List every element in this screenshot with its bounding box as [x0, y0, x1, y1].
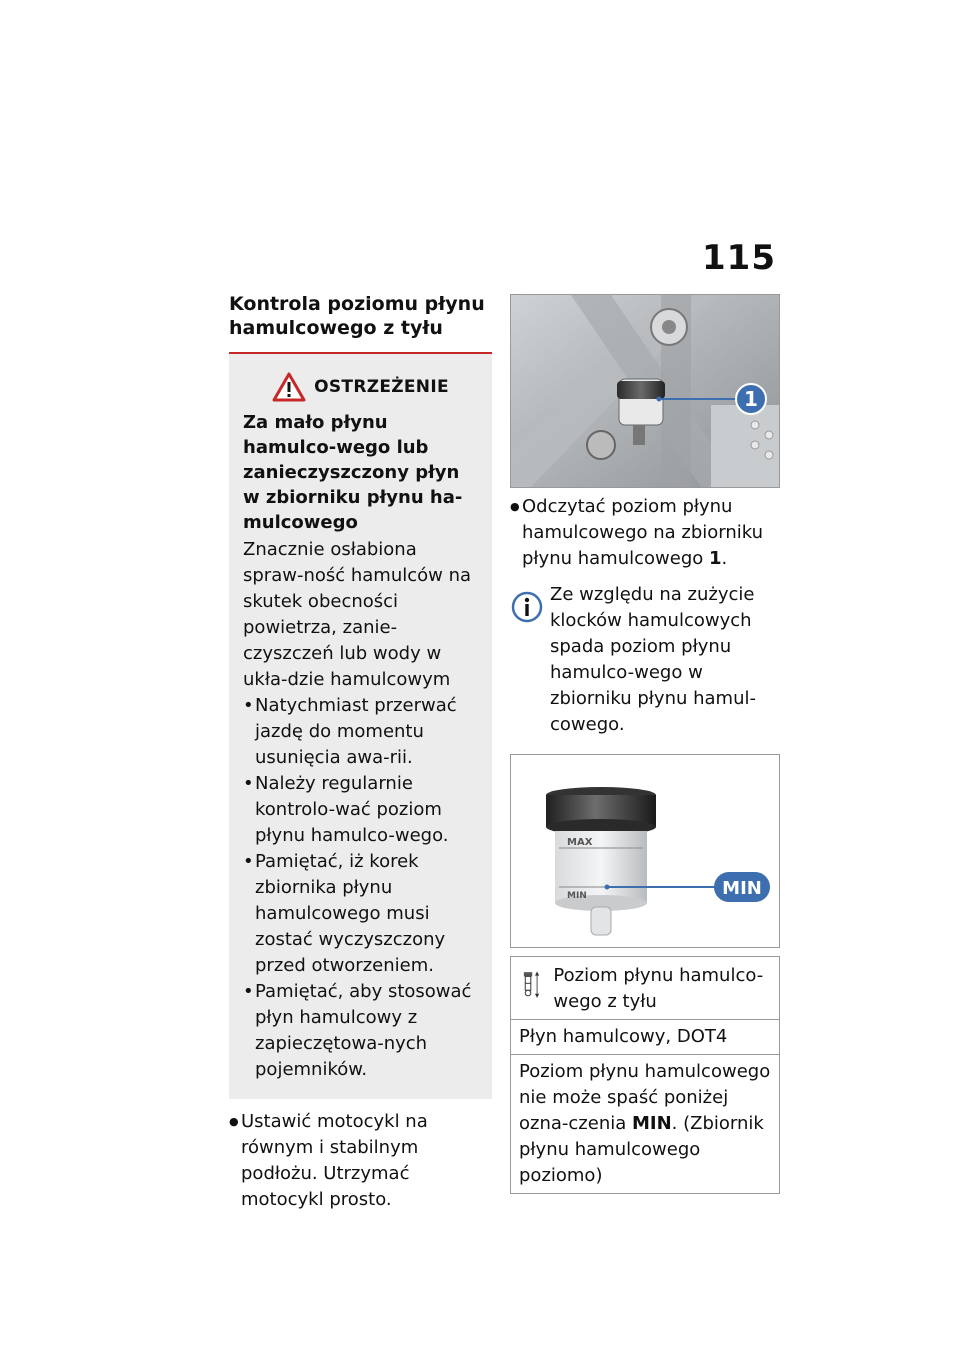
step-position-motorcycle: ● Ustawić motocykl na równym i stabilnym podłożu. Utrzymać motocykl prosto.	[229, 1109, 492, 1213]
max-label: MAX	[567, 837, 593, 848]
warning-title: Za mało płynu hamulco-wego lub zanieczyszczony płyn w zbiorniku płynu ha-mulcowego	[243, 412, 463, 533]
warning-body: Znacznie osłabiona spraw-ność hamulców na skutek obecności powietrza, zanie-czyszczeń lub wody w ukła-dzie hamulcowym	[243, 539, 472, 690]
min-callout: MIN	[722, 878, 762, 899]
list-item: • Natychmiast przerwać jazdę do momentu usunięcia awa-rii.	[243, 693, 478, 771]
rear-reservoir-illustration	[511, 295, 779, 487]
info-note-text: Ze względu na zużycie klocków hamulcowych spada poziom płynu hamulco-wego w zbiorniku płynu hamul-cowego.	[550, 584, 756, 735]
warning-triangle-icon	[272, 372, 306, 402]
warning-header	[243, 372, 478, 402]
reservoir-levels-illustration	[511, 755, 779, 947]
list-item: • Pamiętać, iż korek zbiornika płynu hamulcowego musi zostać wyczyszczony przed otworzeniem.	[243, 849, 478, 979]
spec-table	[510, 956, 780, 1194]
spec-rule: Poziom płynu hamulcowego nie może spaść poniżej ozna-czenia MIN. (Zbiornik płynu hamulcowego poziomo)	[511, 1054, 779, 1193]
info-icon	[510, 590, 544, 624]
warning-box	[229, 354, 492, 1099]
reference-1: 1	[708, 548, 722, 569]
page-number: 115	[702, 238, 776, 278]
figure-rear-brake-reservoir	[510, 294, 780, 488]
spec-fluid: Płyn hamulcowy, DOT4	[511, 1019, 779, 1054]
callout-1: 1	[744, 387, 758, 411]
list-item: • Należy regularnie kontrolo-wać poziom płynu hamulco-wego.	[243, 771, 478, 849]
warning-heading: OSTRZEŻENIE	[314, 377, 449, 397]
section-title: Kontrola poziomu płynu hamulcowego z tyłu	[229, 292, 492, 354]
min-mark-text: MIN	[631, 1113, 672, 1134]
step-read-level: ● Odczytać poziom płynu hamulcowego na zbiorniku płynu hamulcowego 1.	[510, 494, 780, 572]
warning-list	[243, 693, 478, 1083]
min-label: MIN	[567, 891, 587, 901]
spec-header	[511, 957, 779, 1019]
info-note	[510, 582, 780, 738]
figure-reservoir-levels	[510, 754, 780, 948]
right-column	[510, 294, 780, 1194]
left-column	[229, 292, 492, 1213]
spec-title: Poziom płynu hamulco-wego z tyłu	[553, 965, 764, 1012]
list-item: • Pamiętać, aby stosować płyn hamulcowy z zapieczętowa-nych pojemników.	[243, 979, 478, 1083]
fluid-level-gauge-icon	[519, 961, 545, 1007]
